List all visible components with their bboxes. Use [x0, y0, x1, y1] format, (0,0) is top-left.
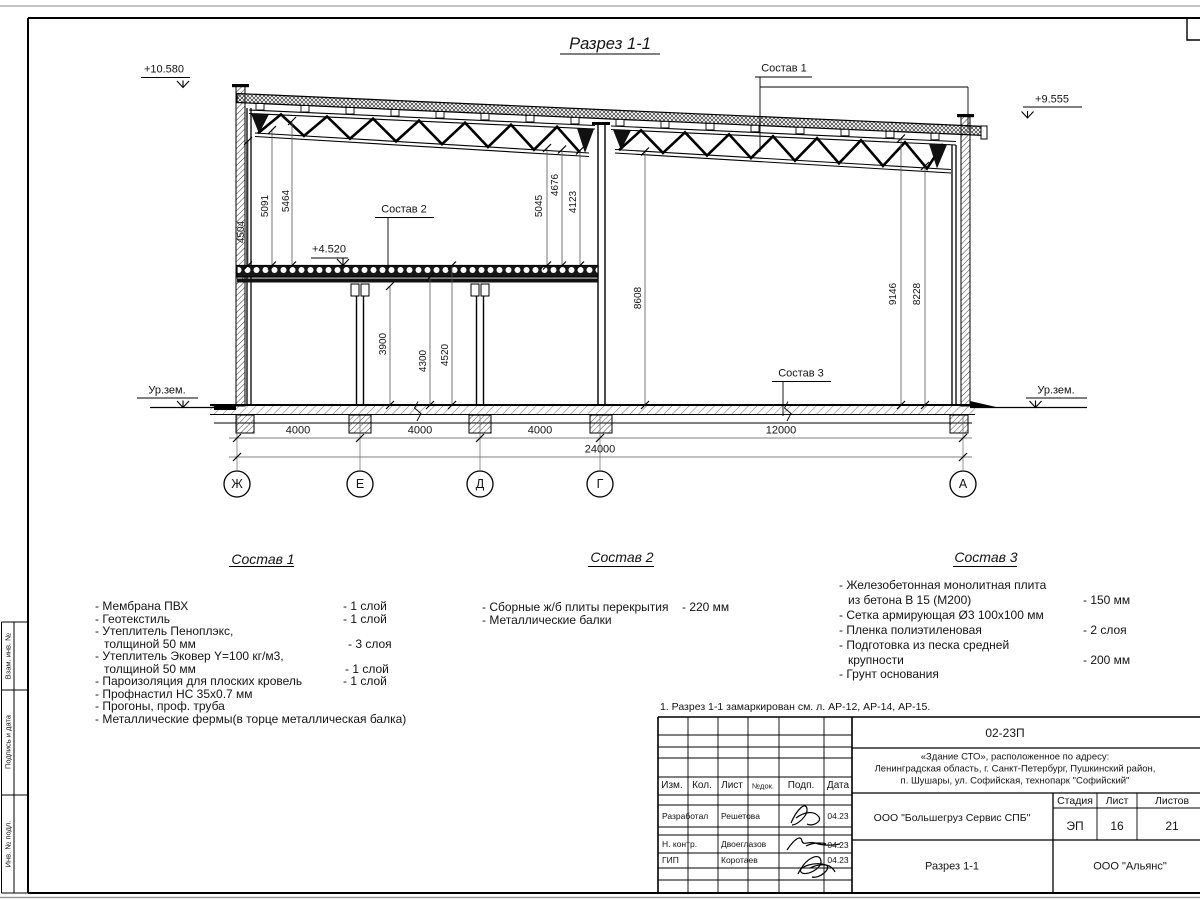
- tb-stage-label: Стадия: [1057, 794, 1093, 807]
- column-g: [592, 122, 610, 405]
- tb-sheet-label: Лист: [1105, 794, 1129, 807]
- axis-a: А: [958, 476, 968, 491]
- comp3-row: - Грунт основания: [839, 667, 939, 681]
- dim-4000-a: 4000: [285, 424, 311, 437]
- tb-name-reshetova: Решетова: [721, 810, 760, 821]
- tb-col-kol: Кол.: [692, 780, 712, 791]
- comp1-row: - Профнастил НС 35х0.7 мм: [95, 687, 253, 701]
- comp1-row: - Геотекстиль: [95, 612, 170, 626]
- tb-stage-value: ЭП: [1066, 819, 1084, 833]
- column-e: [351, 284, 369, 405]
- dim-4504: 4504: [236, 220, 247, 244]
- comp1-value: - 1 слой: [345, 662, 389, 676]
- corner-stamp-box: [1187, 18, 1200, 40]
- dim-5045: 5045: [534, 194, 545, 218]
- comp3-value: - 150 мм: [1083, 593, 1131, 607]
- tb-sheets-label: Листов: [1154, 794, 1190, 807]
- comp3-row: из бетона В 15 (М200): [848, 593, 972, 607]
- axis-d: Д: [475, 476, 485, 491]
- truss-1: [249, 110, 595, 157]
- note: 1. Разрез 1-1 замаркирован см. л. АР-12, АР-14, АР-15.: [660, 700, 931, 713]
- tb-role-gip: ГИП: [662, 854, 679, 865]
- dim-4000-b: 4000: [407, 424, 433, 437]
- tb-date-3: 04.23: [827, 854, 849, 865]
- comp3-value: - 200 мм: [1083, 653, 1131, 667]
- truss-2: [611, 126, 956, 173]
- tb-doc-title: Разрез 1-1: [924, 860, 980, 873]
- tb-col-ndok: №док.: [752, 781, 774, 791]
- dim-4520: 4520: [440, 343, 451, 367]
- tb-date-1: 04.23: [827, 810, 849, 821]
- foundations: [236, 415, 968, 433]
- dim-5091: 5091: [260, 194, 271, 218]
- axis-zh: Ж: [231, 476, 243, 491]
- frame-label-inv: Инв. № подл.: [3, 820, 13, 868]
- comp3-value: - 2 слоя: [1083, 623, 1127, 637]
- tb-name-korotaev: Коротаев: [721, 854, 758, 865]
- dim-12000: 12000: [765, 424, 797, 437]
- comp1-row: толщиной 50 мм: [104, 637, 196, 651]
- comp2-value: - 220 мм: [682, 600, 730, 614]
- comp1-value: - 1 слой: [343, 599, 387, 613]
- callout-sostav-1: Состав 1: [761, 62, 807, 75]
- comp1-value: - 3 слоя: [348, 637, 392, 651]
- ground-level-right: Ур.зем.: [1037, 384, 1075, 397]
- axis-e: Е: [355, 476, 365, 491]
- dim-9146: 9146: [888, 282, 899, 306]
- tb-doc-code: 02-23П: [985, 726, 1025, 740]
- dim-8228: 8228: [912, 282, 923, 306]
- dim-4676: 4676: [550, 173, 561, 197]
- elevation-top-left: +10.580: [143, 63, 185, 76]
- comp3-row: - Железобетонная монолитная плита: [839, 578, 1047, 592]
- drawing-title: Разрез 1-1: [569, 34, 651, 53]
- comp3-row: - Подготовка из песка средней: [839, 638, 1010, 652]
- roof-assembly: [237, 94, 987, 140]
- comp1-row: - Пароизоляция для плоских кровель: [95, 674, 303, 688]
- comp2-row: - Металлические балки: [482, 613, 612, 627]
- tb-role-razrabotal: Разработал: [662, 810, 709, 821]
- comp1-value: - 1 слой: [343, 674, 387, 688]
- comp1-row: - Прогоны, проф. труба: [95, 699, 225, 713]
- section-drawing: [137, 77, 1087, 497]
- tb-object-line3: п. Шушары, ул. Софийская, технопарк "Софийский": [900, 775, 1130, 787]
- tb-col-list: Лист: [721, 780, 743, 791]
- tb-sheet-value: 16: [1110, 819, 1124, 833]
- frame-label-podp: Подпись и дата: [3, 715, 13, 769]
- dim-4123: 4123: [568, 190, 579, 214]
- comp3-row: крупности: [848, 653, 904, 667]
- comp1-row: толщиной 50 мм: [104, 662, 196, 676]
- tb-sheets-value: 21: [1165, 819, 1179, 833]
- tb-name-dvoeglazov: Двоеглазов: [721, 838, 767, 849]
- wall-right: [952, 114, 974, 406]
- comp1-row: - Мембрана ПВХ: [95, 599, 189, 613]
- elevation-top-right: +9.555: [1035, 93, 1069, 106]
- dim-4000-c: 4000: [527, 424, 553, 437]
- comp1-row: - Металлические фермы(в торце металлическая балка): [95, 712, 407, 726]
- callout-sostav-3: Состав 3: [778, 367, 824, 380]
- comp2-title: Состав 2: [590, 549, 654, 565]
- tb-object-line2: Ленинградская область, г. Санкт-Петербург, Пушкинский район,: [874, 763, 1156, 775]
- frame-label-vzam: Взам. инв. №: [3, 632, 13, 680]
- dim-5464: 5464: [281, 189, 292, 213]
- axis-g: Г: [596, 476, 604, 491]
- comp3-title: Состав 3: [954, 549, 1018, 565]
- tb-object-line1: «Здание СТО», расположенное по адресу:: [920, 751, 1110, 763]
- callout-sostav-2: Состав 2: [381, 203, 427, 216]
- tb-org: ООО "Альянс": [1093, 860, 1167, 873]
- tb-role-nkontr: Н. контр.: [662, 838, 698, 849]
- comp3-row: - Сетка армирующая Ø3 100х100 мм: [839, 608, 1044, 622]
- dim-4300: 4300: [418, 349, 429, 373]
- tb-company: ООО "Большегруз Сервис СПБ": [873, 811, 1031, 824]
- tb-col-podp: Подп.: [787, 780, 815, 791]
- dim-24000: 24000: [584, 443, 616, 456]
- comp2-row: - Сборные ж/б плиты перекрытия: [482, 600, 669, 614]
- comp1-row: - Утеплитель Эковер Y=100 кг/м3,: [95, 649, 284, 663]
- comp3-row: - Пленка полиэтиленовая: [839, 623, 982, 637]
- comp1-row: - Утеплитель Пеноплэкс,: [95, 624, 234, 638]
- signature-reshetova: [791, 806, 820, 825]
- ground-level-left: Ур.зем.: [148, 384, 186, 397]
- tb-date-2: 04.23: [827, 839, 849, 850]
- comp1-value: - 1 слой: [343, 612, 387, 626]
- dim-3900: 3900: [378, 332, 389, 356]
- tb-col-izm: Изм.: [661, 780, 683, 791]
- column-d: [471, 284, 489, 405]
- comp1-title: Состав 1: [231, 551, 295, 567]
- dim-8608: 8608: [633, 286, 644, 310]
- elevation-mezzanine: +4.520: [312, 243, 346, 256]
- tb-col-data: Дата: [826, 780, 850, 791]
